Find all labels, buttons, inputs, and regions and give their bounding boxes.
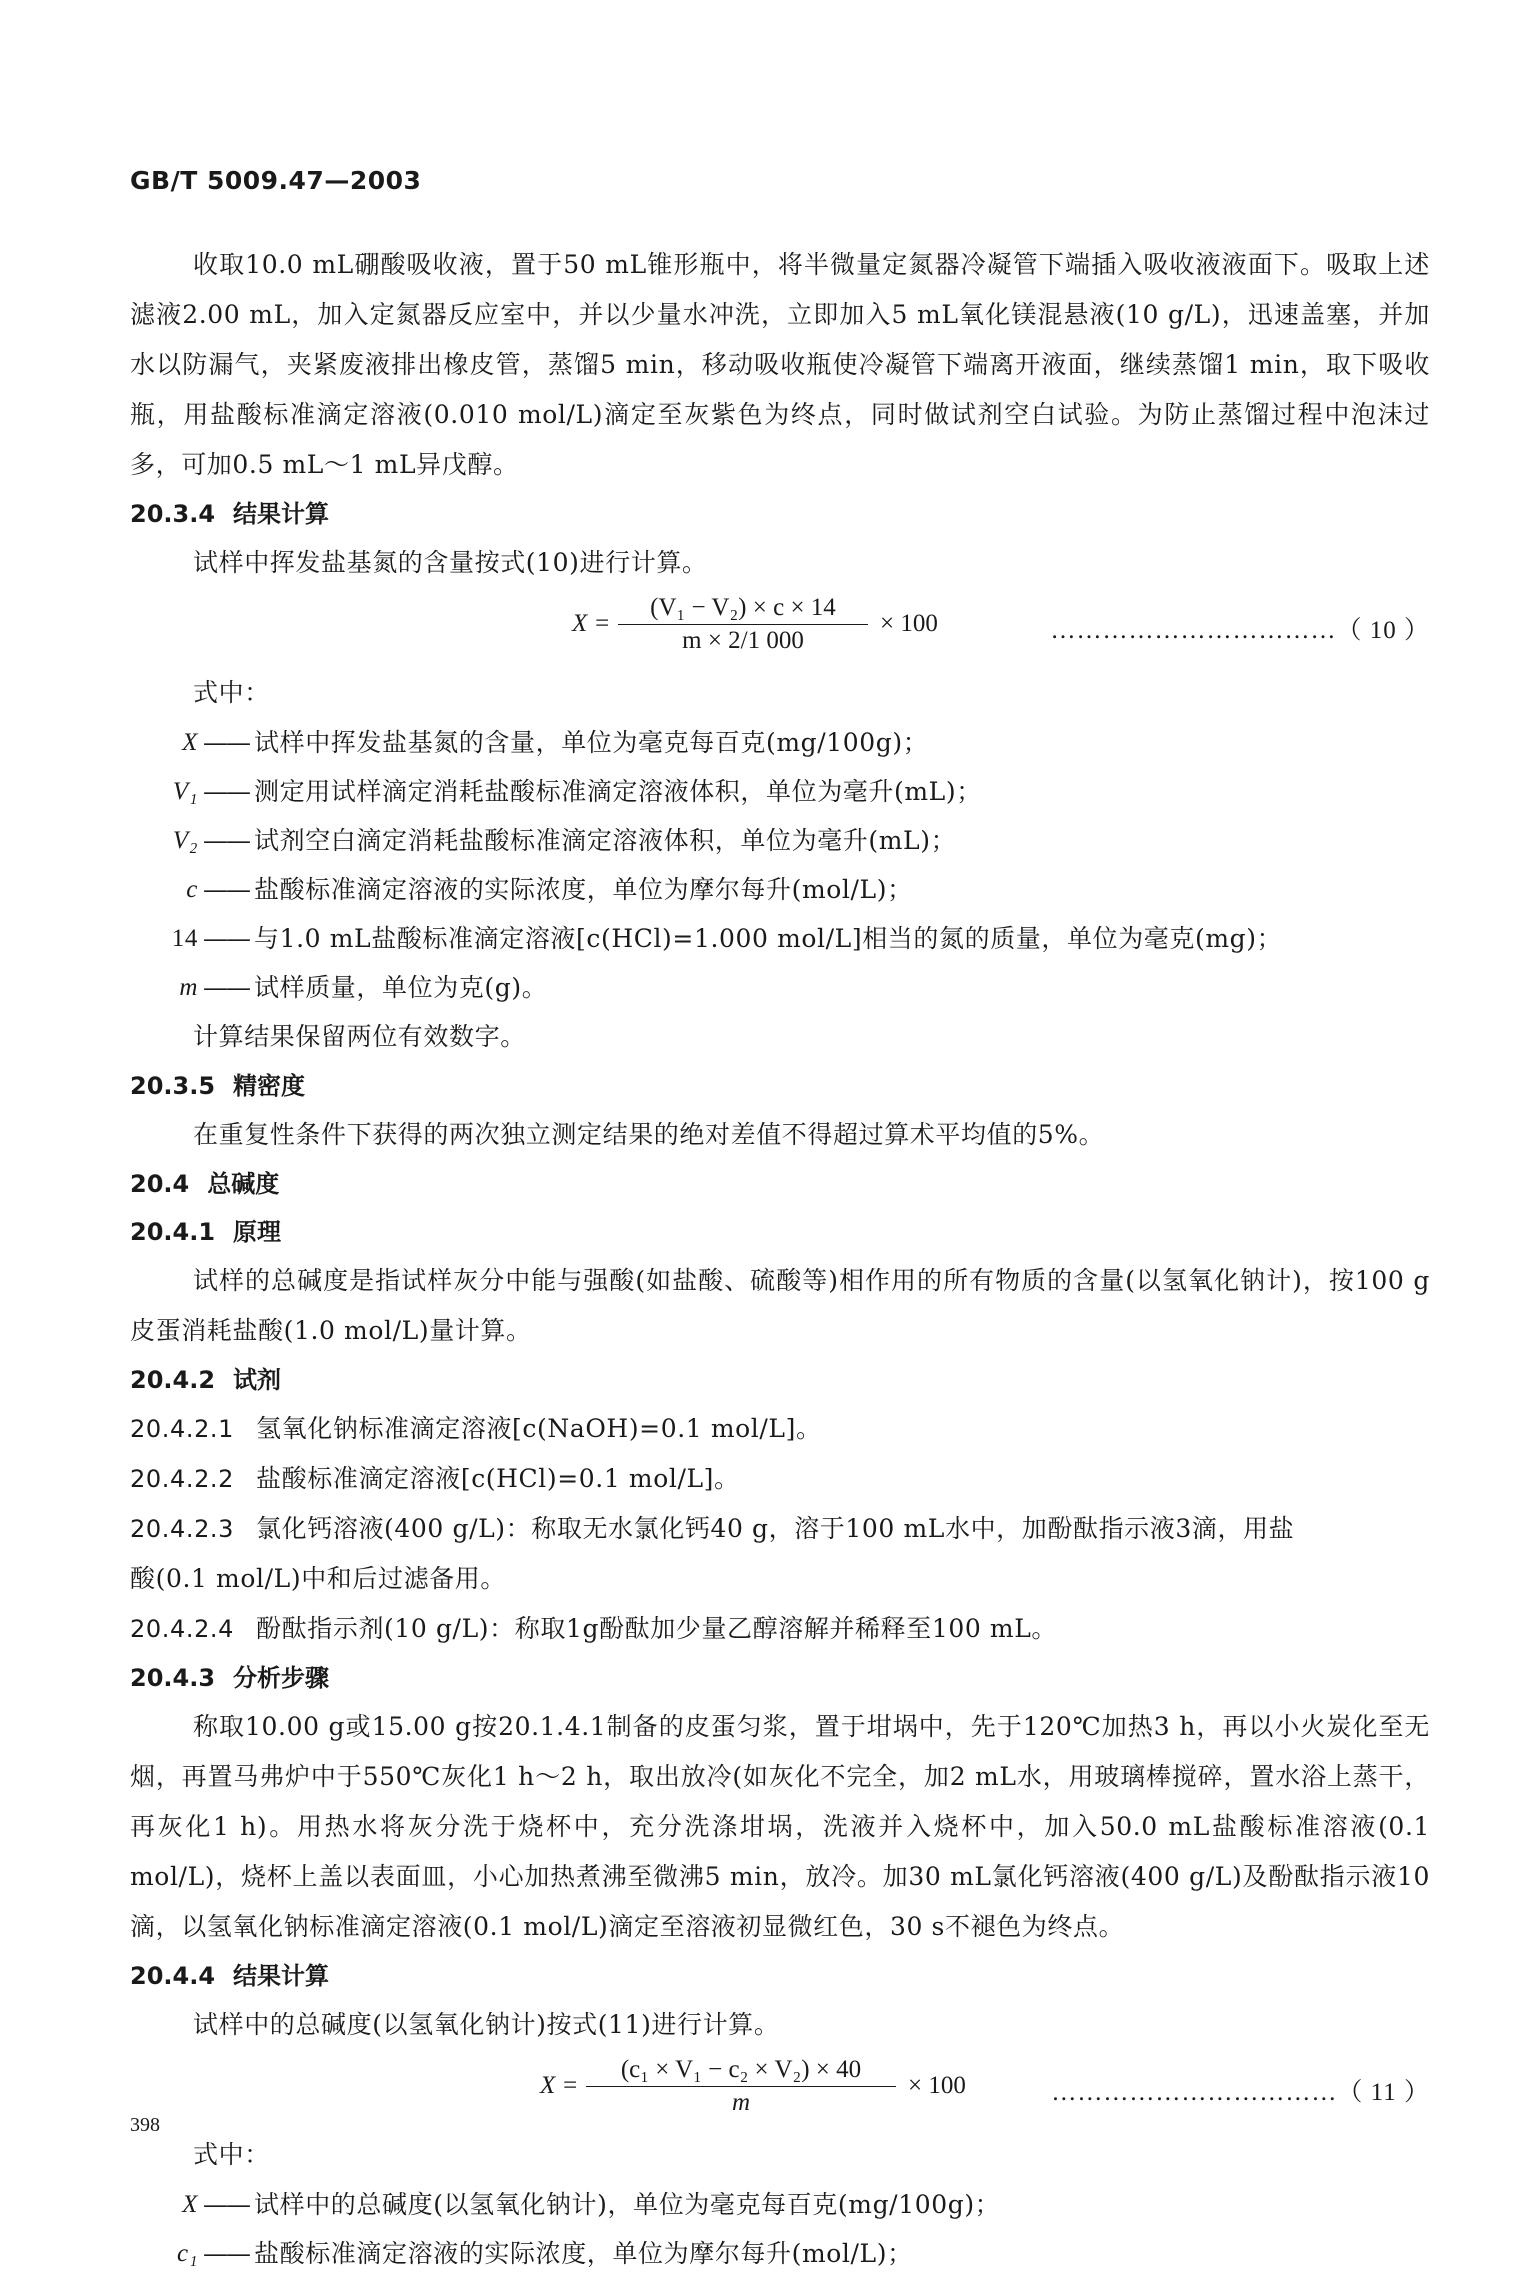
reagent-item: [130, 1404, 1430, 1454]
symbol-row: [130, 2229, 1430, 2278]
symbol: V₂: [172, 827, 198, 854]
document-body: [130, 240, 1430, 2278]
symbol-row: [130, 2180, 1430, 2229]
reagent-item: [130, 1604, 1430, 1654]
symbol: X: [182, 729, 198, 756]
section-title: 结果计算: [233, 500, 330, 528]
section-number: 20.4: [130, 1170, 190, 1198]
formula-lhs: X =: [572, 610, 611, 637]
formula-denominator: m × 2/1 000: [682, 627, 804, 654]
section-heading-20-4: [130, 1160, 1430, 1208]
analysis-procedure-text: 称取10.00 g或15.00 g按20.1.4.1制备的皮蛋匀浆，置于坩埚中，先于120℃加热3 h，再以小火炭化至无烟，再置马弗炉中于550℃灰化1 h～2 h，取出放冷(如灰化不完全，加2 mL水，用玻璃棒搅碎，置水浴上蒸干，再灰化1 h)。用热水将灰分洗于烧杯中，充分洗涤坩埚，洗液并入烧杯中，加入50.0 mL盐酸标准溶液(0.1 mol/L)，烧杯上盖以表面皿，小心加热煮沸至微沸5 min，放冷。加30 mL氯化钙溶液(400 g/L)及酚酞指示液10滴，以氢氧化钠标准滴定溶液(0.1 mol/L)滴定至溶液初显微红色，30 s不褪色为终点。: [130, 1712, 1430, 1941]
reagent-text: 盐酸标准滴定溶液[c(HCl)=0.1 mol/L]。: [256, 1464, 740, 1493]
significant-digits-note: 计算结果保留两位有效数字。: [193, 1022, 526, 1051]
symbol-definitions-10: [130, 718, 1430, 1012]
symbol-description: 盐酸标准滴定溶液的实际浓度，单位为摩尔每升(mol/L)；: [254, 875, 913, 904]
symbol-dash: ——: [203, 924, 249, 953]
formula-fraction: [618, 592, 868, 657]
standard-number-header: GB/T 5009.47—2003: [130, 166, 422, 195]
section-heading-20-4-4: [130, 1952, 1430, 2000]
formula-10-intro: 试样中挥发盐基氮的含量按式(10)进行计算。: [193, 548, 708, 577]
reagent-number: 20.4.2.2: [130, 1465, 235, 1493]
symbol-row: [130, 914, 1430, 963]
symbol-row: [130, 816, 1430, 865]
formula-11-intro: 试样中的总碱度(以氢氧化钠计)按式(11)进行计算。: [193, 2010, 780, 2039]
formula-rhs: × 100: [880, 610, 938, 637]
symbol-description: 测定用试样滴定消耗盐酸标准滴定溶液体积，单位为毫升(mL)；: [254, 777, 982, 806]
symbol-row: [130, 865, 1430, 914]
symbol-description: 与1.0 mL盐酸标准滴定溶液[c(HCl)=1.000 mol/L]相当的氮的质量，单位为毫克(mg)；: [254, 924, 1283, 953]
symbol-row: [130, 718, 1430, 767]
symbol-row: [130, 767, 1430, 816]
section-number: 20.4.4: [130, 1962, 216, 1990]
where-label: 式中：: [193, 2140, 270, 2169]
section-number: 20.4.2: [130, 1366, 216, 1394]
section-title: 试剂: [233, 1366, 282, 1394]
section-heading-20-3-4: [130, 490, 1430, 538]
symbol-description: 试剂空白滴定消耗盐酸标准滴定溶液体积，单位为毫升(mL)；: [254, 826, 957, 855]
symbol-dash: ——: [203, 728, 249, 757]
reagent-continuation: 酸(0.1 mol/L)中和后过滤备用。: [130, 1564, 506, 1593]
symbol: c₁: [177, 2240, 198, 2267]
reagent-text: 酚酞指示剂(10 g/L)：称取1g酚酞加少量乙醇溶解并稀释至100 mL。: [256, 1614, 1058, 1643]
section-number: 20.3.4: [130, 500, 216, 528]
section-heading-20-3-5: [130, 1062, 1430, 1110]
symbol-dash: ——: [203, 2239, 249, 2268]
section-number: 20.4.3: [130, 1664, 216, 1692]
symbol: V₁: [172, 778, 198, 805]
section-number: 20.3.5: [130, 1072, 216, 1100]
symbol-dash: ——: [203, 973, 249, 1002]
where-label: 式中：: [193, 678, 270, 707]
symbol-row: [130, 963, 1430, 1012]
formula-reference-number: ……………………………（ 11 ）: [1051, 2079, 1430, 2106]
formula-reference-number: ……………………………（ 10 ）: [1050, 617, 1430, 644]
symbol-description: 试样中的总碱度(以氢氧化钠计)，单位为毫克每百克(mg/100g)；: [254, 2190, 1001, 2219]
section-heading-20-4-2: [130, 1356, 1430, 1404]
formula-11: [130, 2050, 1430, 2130]
symbol: 14: [171, 925, 198, 952]
section-title: 结果计算: [233, 1962, 330, 1990]
reagent-number: 20.4.2.4: [130, 1615, 235, 1643]
precision-text: 在重复性条件下获得的两次独立测定结果的绝对差值不得超过算术平均值的5%。: [193, 1120, 1105, 1149]
section-title: 总碱度: [207, 1170, 280, 1198]
formula-rhs: × 100: [908, 2072, 966, 2099]
section-title: 分析步骤: [233, 1664, 330, 1692]
symbol-dash: ——: [203, 826, 249, 855]
reagent-number: 20.4.2.1: [130, 1415, 235, 1443]
symbol-definitions-11: [130, 2180, 1430, 2278]
symbol-description: 试样质量，单位为克(g)。: [254, 973, 548, 1002]
reagent-text: 氢氧化钠标准滴定溶液[c(NaOH)=0.1 mol/L]。: [256, 1414, 822, 1443]
symbol-dash: ——: [203, 777, 249, 806]
reagent-item: [130, 1504, 1430, 1554]
section-heading-20-4-1: [130, 1208, 1430, 1256]
section-number: 20.4.1: [130, 1218, 216, 1246]
formula-lhs: X =: [540, 2072, 579, 2099]
formula-10: [130, 588, 1430, 668]
formula-fraction: [586, 2054, 896, 2119]
formula-denominator: m: [731, 2089, 751, 2116]
section-heading-20-4-3: [130, 1654, 1430, 1702]
formula-numerator: (c₁ × V₁ − c₂ × V₂) × 40: [620, 2056, 862, 2083]
reagent-text: 氯化钙溶液(400 g/L)：称取无水氯化钙40 g，溶于100 mL水中，加酚酞指示液3滴，用盐: [256, 1514, 1295, 1543]
principle-text: 试样的总碱度是指试样灰分中能与强酸(如盐酸、硫酸等)相作用的所有物质的含量(以氢氧化钠计)，按100 g皮蛋消耗盐酸(1.0 mol/L)量计算。: [130, 1266, 1430, 1345]
symbol: X: [182, 2191, 198, 2218]
reagent-item: [130, 1454, 1430, 1504]
paragraph-distillation-procedure: 收取10.0 mL硼酸吸收液，置于50 mL锥形瓶中，将半微量定氮器冷凝管下端插入吸收液液面下。吸取上述滤液2.00 mL，加入定氮器反应室中，并以少量水冲洗，立即加入5 mL氧化镁混悬液(10 g/L)，迅速盖塞，并加水以防漏气，夹紧废液排出橡皮管，蒸馏5 min，移动吸收瓶使冷凝管下端离开液面，继续蒸馏1 min，取下吸收瓶，用盐酸标准滴定溶液(0.010 mol/L)滴定至灰紫色为终点，同时做试剂空白试验。为防止蒸馏过程中泡沫过多，可加0.5 mL～1 mL异戊醇。: [130, 250, 1431, 479]
symbol: c: [186, 876, 198, 903]
symbol-description: 盐酸标准滴定溶液的实际浓度，单位为摩尔每升(mol/L)；: [254, 2239, 913, 2268]
formula-numerator: (V₁ − V₂) × c × 14: [650, 594, 836, 621]
symbol-description: 试样中挥发盐基氮的含量，单位为毫克每百克(mg/100g)；: [254, 728, 929, 757]
symbol-dash: ——: [203, 2190, 249, 2219]
section-title: 精密度: [233, 1072, 306, 1100]
symbol: m: [179, 974, 198, 1001]
reagent-number: 20.4.2.3: [130, 1515, 235, 1543]
section-title: 原理: [233, 1218, 282, 1246]
page-number: 398: [130, 2114, 160, 2136]
symbol-dash: ——: [203, 875, 249, 904]
